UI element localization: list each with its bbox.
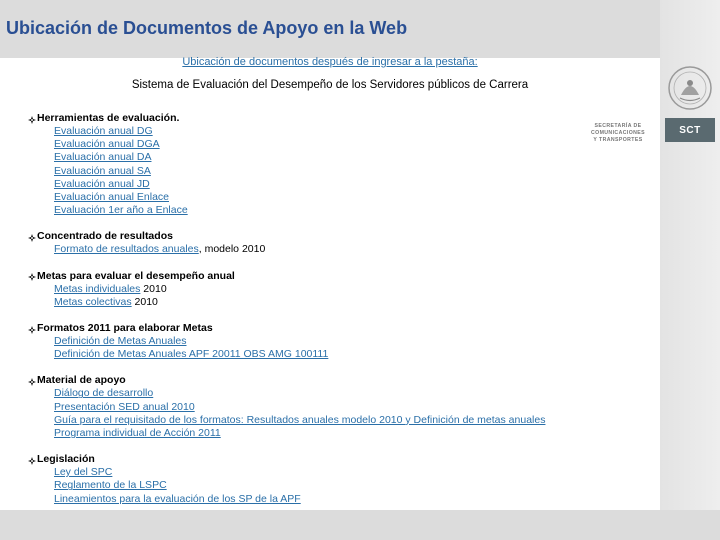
list-item — [28, 204, 628, 217]
document-link[interactable]: Evaluación anual DA — [54, 151, 152, 164]
document-link[interactable]: Diálogo de desarrollo — [54, 387, 154, 400]
list-item — [28, 427, 628, 440]
document-link[interactable]: Evaluación 1er año a Enlace — [54, 204, 188, 217]
list-item — [28, 151, 628, 164]
section — [28, 230, 628, 256]
diamond-bullet-icon — [28, 377, 36, 385]
section — [28, 270, 628, 309]
list-item — [28, 479, 628, 492]
list-item — [28, 191, 628, 204]
page-title: Ubicación de Documentos de Apoyo en la Web — [6, 18, 408, 38]
list-item — [28, 401, 628, 414]
list-item — [28, 348, 628, 361]
document-link[interactable]: Lineamientos para la evaluación de los SP de la APF — [54, 492, 301, 505]
list-item — [28, 125, 628, 138]
diamond-bullet-icon — [28, 272, 36, 280]
document-link[interactable]: Definición de Metas Anuales — [54, 335, 187, 348]
document-link[interactable]: Evaluación anual DG — [54, 125, 153, 137]
section-heading: Formatos 2011 para elaborar Metas — [28, 322, 628, 335]
document-link[interactable]: Evaluación anual SA — [54, 164, 151, 177]
list-item — [28, 243, 628, 256]
subtitle-text: Sistema de Evaluación del Desempeño de los Servidores públicos de Carrera — [131, 79, 529, 91]
section — [28, 374, 628, 440]
section-heading: Metas para evaluar el desempeño anual — [28, 270, 628, 283]
section — [28, 112, 628, 217]
section-heading: Legislación — [28, 453, 628, 466]
link-suffix: , modelo 2010 — [198, 243, 266, 256]
document-link[interactable]: Guía para el requisitado de los formatos: Resultados anuales modelo 2010 y Definición de metas anuales — [54, 413, 546, 426]
document-link[interactable]: Evaluación anual JD — [54, 177, 150, 190]
document-link[interactable]: Programa individual de Acción 2011 — [54, 427, 221, 440]
document-link[interactable]: Formato de resultados anuales — [54, 243, 199, 256]
list-item — [28, 493, 628, 506]
diamond-bullet-icon — [28, 115, 36, 123]
list-item — [28, 283, 628, 296]
link-suffix: 2010 — [140, 282, 167, 295]
list-item — [28, 296, 628, 309]
document-list — [28, 112, 628, 519]
diamond-bullet-icon — [28, 233, 36, 241]
document-link[interactable]: Presentación SED anual 2010 — [54, 400, 195, 413]
document-link[interactable]: Reglamento de la LSPC — [54, 479, 167, 492]
section — [28, 322, 628, 361]
list-item — [28, 335, 628, 348]
link-suffix: 2010 — [131, 295, 158, 308]
section — [28, 453, 628, 506]
diamond-bullet-icon — [28, 456, 36, 464]
agency-name: SECRETARÍA DE COMUNICACIONES Y TRANSPORTES — [590, 123, 646, 143]
sct-logo: SCT — [665, 118, 715, 142]
document-link[interactable]: Metas individuales — [54, 282, 141, 295]
title-bar — [0, 0, 660, 58]
diamond-bullet-icon — [28, 325, 36, 333]
section-heading: Herramientas de evaluación. — [28, 112, 628, 125]
document-link[interactable]: Definición de Metas Anuales APF 20011 OBS AMG 100111 — [54, 348, 329, 361]
section-heading: Concentrado de resultados — [28, 230, 628, 243]
list-item — [28, 178, 628, 191]
document-link[interactable]: Ley del SPC — [54, 466, 113, 479]
list-item — [28, 387, 628, 400]
document-link[interactable]: Evaluación anual Enlace — [54, 191, 169, 204]
subtitle-link[interactable]: Ubicación de documentos después de ingresar a la pestaña: — [182, 56, 478, 68]
list-item — [28, 165, 628, 178]
list-item — [28, 466, 628, 479]
section-heading: Material de apoyo — [28, 374, 628, 387]
national-seal-icon — [667, 65, 713, 111]
document-link[interactable]: Metas colectivas — [54, 295, 132, 308]
document-link[interactable]: Evaluación anual DGA — [54, 138, 160, 151]
list-item — [28, 138, 628, 151]
list-item — [28, 414, 628, 427]
